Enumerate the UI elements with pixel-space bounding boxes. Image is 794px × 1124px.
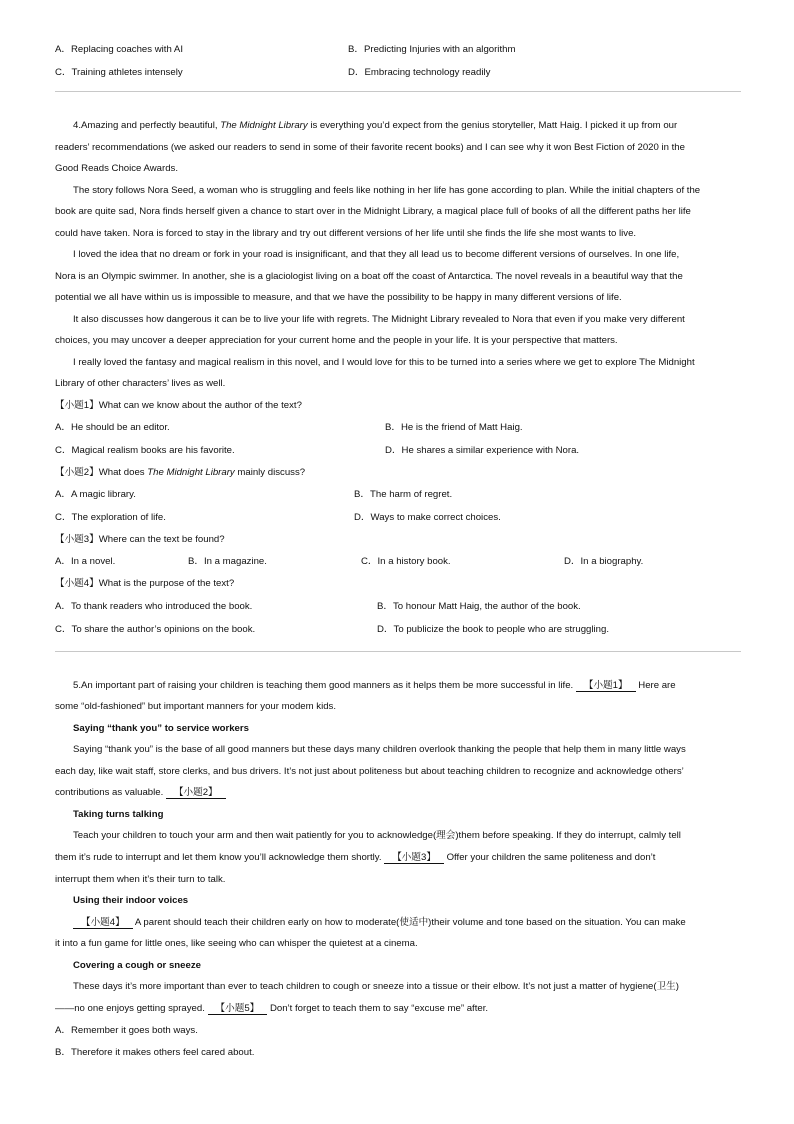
question-4: 【小题4】What is the purpose of the text? bbox=[55, 578, 235, 589]
option-b: B．Predicting Injuries with an algorithm bbox=[348, 44, 516, 55]
blank-1[interactable]: 【小题1】 bbox=[576, 680, 636, 692]
q2-option-c: C．The exploration of life. bbox=[55, 512, 166, 523]
section-heading: Using their indoor voices bbox=[73, 895, 189, 906]
q1-option-a: A．He should be an editor. bbox=[55, 422, 170, 433]
divider bbox=[55, 91, 741, 92]
q1-option-d: D．He shares a similar experience with Nora. bbox=[385, 445, 580, 456]
section-heading: Saying “thank you” to service workers bbox=[73, 723, 249, 734]
divider bbox=[55, 651, 741, 652]
passage5-intro-line1: 5.An important part of raising your children is teaching them good manners as it helps them be more successful in life. 【小题1】 Here are bbox=[73, 680, 676, 691]
section4-line2: ——no one enjoys getting sprayed. 【小题5】 Don’t forget to teach them to say “excuse me” after. bbox=[55, 1003, 489, 1014]
option-a: A．Replacing coaches with AI bbox=[55, 44, 183, 55]
book-title: The Midnight Library bbox=[220, 120, 308, 131]
section1-line2: each day, like wait staff, store clerks, and bus drivers. It’s not just about politeness but about teaching children to recognize and acknowledge others’ bbox=[55, 766, 684, 777]
passage4-p3-line2: Nora is an Olympic swimmer. In another, she is a glaciologist living on a boat off the coast of Antarctica. The novel reveals in a beautiful way that the bbox=[55, 271, 683, 282]
passage5-intro-line2: some “old-fashioned” but important manners for your modem kids. bbox=[55, 701, 337, 712]
q2-option-a: A．A magic library. bbox=[55, 489, 136, 500]
section3-line2: it into a fun game for little ones, like seeing who can whisper the quietest at a cinema. bbox=[55, 938, 418, 949]
question-3: 【小题3】Where can the text be found? bbox=[55, 534, 225, 545]
section2-line2: them it’s rude to interrupt and let them know you’ll acknowledge them shortly. 【小题3】 Offer your children the same politeness and don’t bbox=[55, 852, 656, 863]
q4-option-a: A．To thank readers who introduced the book. bbox=[55, 601, 253, 612]
blank-5[interactable]: 【小题5】 bbox=[208, 1003, 268, 1015]
blank-2[interactable]: 【小题2】 bbox=[166, 787, 226, 799]
q1-option-c: C．Magical realism books are his favorite. bbox=[55, 445, 235, 456]
question-2: 【小题2】What does The Midnight Library mainly discuss? bbox=[55, 467, 306, 478]
passage4-p4-line2: choices, you may uncover a deeper appreciation for your current home and the people in your life. It is your perspective that matters. bbox=[55, 335, 618, 346]
section1-line1: Saying “thank you” is the base of all good manners but these days many children overlook thanking the people that help them in many little ways bbox=[73, 744, 686, 755]
passage4-p5-line2: Library of other characters’ lives as well. bbox=[55, 378, 226, 389]
q3-option-b: B．In a magazine. bbox=[188, 556, 267, 567]
passage4-p1-line3: Good Reads Choice Awards. bbox=[55, 163, 179, 174]
q4-option-c: C．To share the author’s opinions on the book. bbox=[55, 624, 256, 635]
section4-line1: These days it’s more important than ever to teach children to cough or sneeze into a tissue or their elbow. It’s not just a matter of hygiene(卫生) bbox=[73, 981, 679, 992]
passage4-p3-line1: I loved the idea that no dream or fork in your road is insignificant, and that they all lead us to become different versions of ourselves. In one life, bbox=[73, 249, 680, 260]
section3-line1: 【小题4】 A parent should teach their children early on how to moderate(使适中)their volume and tone based on the situation. You can make bbox=[73, 917, 686, 929]
passage4-p2-line2: book are quite sad, Nora finds herself given a chance to start over in the Midnight Library, a magical place full of books of all the different paths her life bbox=[55, 206, 691, 217]
blank-3[interactable]: 【小题3】 bbox=[384, 852, 444, 864]
passage4-p4-line1: It also discusses how dangerous it can be to live your life with regrets. The Midnight Library revealed to Nora that even if you make very different bbox=[73, 314, 685, 325]
q4-option-d: D．To publicize the book to people who are struggling. bbox=[377, 624, 609, 635]
passage4-p2-line1: The story follows Nora Seed, a woman who is struggling and feels like nothing in her life has gone according to plan. While the initial chapters of the bbox=[73, 185, 701, 196]
option-c: C．Training athletes intensely bbox=[55, 67, 183, 78]
answer-option-b: B．Therefore it makes others feel cared about. bbox=[55, 1047, 255, 1058]
section2-line3: interrupt them when it’s their turn to talk. bbox=[55, 874, 226, 885]
q3-option-c: C．In a history book. bbox=[361, 556, 451, 567]
q3-option-a: A．In a novel. bbox=[55, 556, 116, 567]
q4-option-b: B．To honour Matt Haig, the author of the book. bbox=[377, 601, 581, 612]
passage4-p2-line3: could have taken. Nora is forced to stay in the library and try out different versions of her life until she finds the life she most wants to live. bbox=[55, 228, 637, 239]
question-1: 【小题1】What can we know about the author of the text? bbox=[55, 400, 302, 411]
option-d: D．Embracing technology readily bbox=[348, 67, 491, 78]
section2-line1: Teach your children to touch your arm and then wait patiently for you to acknowledge(理会)them before speaking. If they do interrupt, calmly tell bbox=[73, 830, 681, 841]
q2-option-b: B．The harm of regret. bbox=[354, 489, 453, 500]
q1-option-b: B．He is the friend of Matt Haig. bbox=[385, 422, 523, 433]
section-heading: Covering a cough or sneeze bbox=[73, 960, 201, 971]
q2-option-d: D．Ways to make correct choices. bbox=[354, 512, 501, 523]
blank-4[interactable]: 【小题4】 bbox=[73, 917, 133, 929]
answer-option-a: A．Remember it goes both ways. bbox=[55, 1025, 198, 1036]
passage4-p1-line1: 4.Amazing and perfectly beautiful, The Midnight Library is everything you’d expect from the genius storyteller, Matt Haig. I picked it up from our bbox=[73, 120, 678, 131]
q3-option-d: D．In a biography. bbox=[564, 556, 644, 567]
passage4-p5-line1: I really loved the fantasy and magical realism in this novel, and I would love for this to be turned into a series where we get to explore The Midnight bbox=[73, 357, 695, 368]
passage4-p3-line3: potential we all have within us is impossible to measure, and that we have the possibility to be happy in many different versions of life. bbox=[55, 292, 622, 303]
section1-line3: contributions as valuable. 【小题2】 bbox=[55, 787, 226, 799]
section-heading: Taking turns talking bbox=[73, 809, 164, 820]
passage4-p1-line2: readers’ recommendations (we asked our readers to send in some of their favorite recent books) and I can see why it won Best Fiction of 2020 in the bbox=[55, 142, 685, 153]
